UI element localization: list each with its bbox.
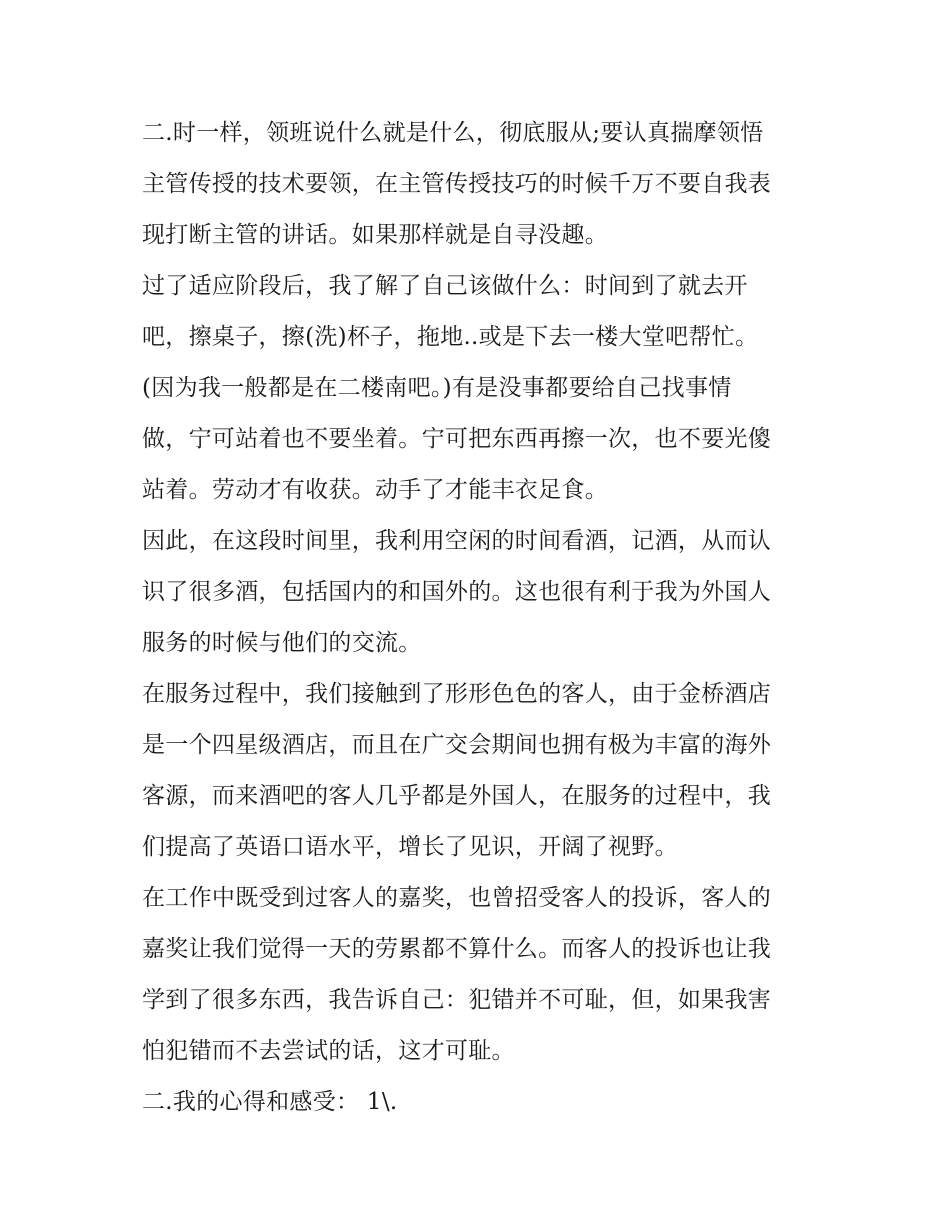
- document-body: [142, 108, 822, 1128]
- text-line: 客源，而来酒吧的客人几乎都是外国人，在服务的过程中，我: [142, 783, 772, 809]
- text-line: 二.时一样，领班说什么就是什么，彻底服从;要认真揣摩领悟: [142, 120, 764, 146]
- paragraph-1: [142, 108, 822, 261]
- text-line: 主管传授的技术要领，在主管传授技巧的时候千万不要自我表: [142, 171, 772, 197]
- paragraph-5: [142, 873, 822, 1077]
- paragraph-6: [142, 1077, 822, 1128]
- text-line: 学到了很多东西，我告诉自己：犯错并不可耻，但，如果我害: [142, 987, 772, 1013]
- paragraph-3: [142, 516, 822, 669]
- text-line: 因此，在这段时间里，我利用空闲的时间看酒，记酒，从而认: [142, 528, 772, 554]
- text-line: 做，宁可站着也不要坐着。宁可把东西再擦一次，也不要光傻: [142, 426, 772, 452]
- text-line: 嘉奖让我们觉得一天的劳累都不算什么。而客人的投诉也让我: [142, 936, 772, 962]
- section-heading: 二.我的心得和感受： 1\.: [142, 1089, 398, 1115]
- text-line: 怕犯错而不去尝试的话，这才可耻。: [142, 1038, 515, 1064]
- text-line: 过了适应阶段后，我了解了自己该做什么：时间到了就去开: [142, 273, 748, 299]
- text-line: 服务的时候与他们的交流。: [142, 630, 422, 656]
- text-line: (因为我一般都是在二楼南吧。)有是没事都要给自己找事情: [142, 375, 732, 401]
- paragraph-2: [142, 261, 822, 516]
- text-line: 们提高了英语口语水平，增长了见识，开阔了视野。: [142, 834, 678, 860]
- text-line: 在服务过程中，我们接触到了形形色色的客人，由于金桥酒店: [142, 681, 772, 707]
- text-line: 是一个四星级酒店，而且在广交会期间也拥有极为丰富的海外: [142, 732, 772, 758]
- text-line: 吧，擦桌子，擦(洗)杯子，拖地..或是下去一楼大堂吧帮忙。: [142, 324, 759, 350]
- paragraph-4: [142, 669, 822, 873]
- text-line: 在工作中既受到过客人的嘉奖，也曾招受客人的投诉，客人的: [142, 885, 772, 911]
- text-line: 现打断主管的讲话。如果那样就是自寻没趣。: [142, 222, 608, 248]
- text-line: 识了很多酒，包括国内的和国外的。这也很有利于我为外国人: [142, 579, 772, 605]
- text-line: 站着。劳动才有收获。动手了才能丰衣足食。: [142, 477, 608, 503]
